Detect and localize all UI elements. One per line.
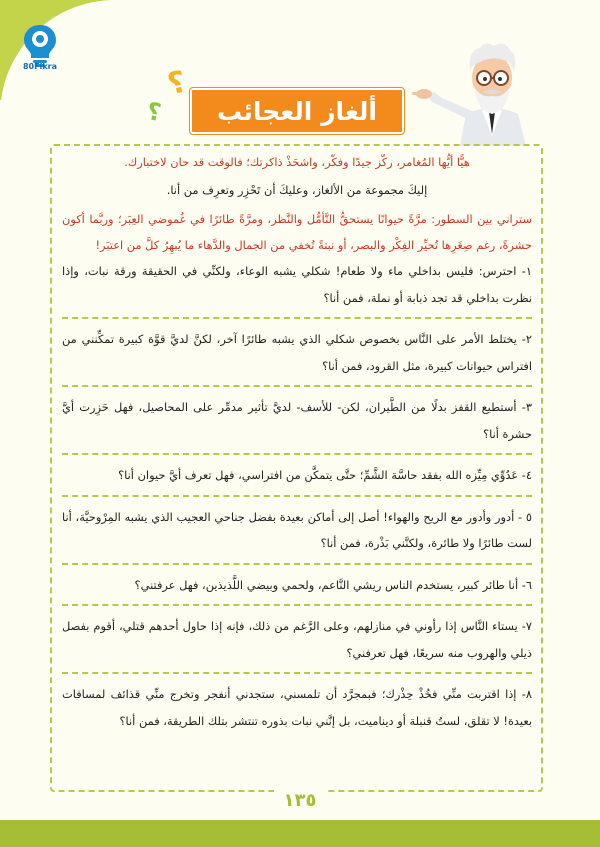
question-mark-yellow-icon: ؟ — [164, 64, 189, 103]
professor-character-icon — [412, 36, 552, 146]
question-mark-green-icon: ؟ — [144, 97, 164, 127]
brand-name: 80Fikra — [22, 62, 57, 71]
riddles-content — [62, 150, 532, 734]
divider — [62, 495, 532, 497]
intro-line-2: إليكَ مجموعة من الألغاز، وعليكَ أن تَحْزِر وتعرِف من أنا. — [166, 183, 428, 197]
riddle-item: ٦- أنا طائر كبير، يستخدم الناس ريشي النَّاعم، ولحمي وبيضي اللَّذيذين، فهل عرفتني؟ — [134, 577, 532, 592]
divider — [62, 563, 532, 565]
intro-line-1: هيًّا أيُّها المُغامر، ركّز جيدًا وفكّر، واشحَذْ ذاكرتك؛ فالوقت قد حان لاختبارك. — [124, 155, 470, 169]
divider — [62, 672, 532, 674]
riddle-item: ٥ - أدور وأدور مع الريح والهواء! أصل إلى أماكن بعيدة بفضل جناحي العجيب الذي يشبه المِرْوحيَّة، أنا لست طائرًا ولا طائرة، ولكنَّني بَذْرة، فمن أنا؟ — [62, 509, 532, 550]
page-number: ١٣٥ — [274, 789, 326, 813]
riddle-item: ١- احترس: فليس بداخلي ماء ولا طعام! شكلي يشبه الوعاء، ولكنِّي في الحقيقة ورقة نبات، وإذا نظرت بداخلي قد تجد ذبابة أو نملة، فمن أنا؟ — [62, 264, 532, 305]
page-title: ألغاز العجائب — [190, 88, 404, 134]
riddle-item: ٣- أستطيع القفز بدلًا من الطَّيران، لكن- للأسف- لديَّ تأثير مدمِّر على المحاصيل، فهل حَزِرت أيَّ حشرة أنا؟ — [62, 400, 532, 441]
bottom-green-band — [0, 820, 600, 847]
riddle-item: ٧- يستاء النَّاس إذا رأوني في منازلهم، وعلى الرَّغم من ذلك، فإنه إذا حاول أحدهم قتلي، أقوم بفصل ذيلي والهروب منه سريعًا، فهل تعرفني؟ — [62, 619, 532, 660]
divider — [62, 453, 532, 455]
riddle-item: ٤- عَدُوِّي مِيِّزه الله بفقد حاسَّة الشَّمِّ؛ حتَّى يتمكَّن من افتراسي، فهل تعرف أيَّ حيوان أنا؟ — [118, 468, 532, 482]
riddle-item: ٨- إذا اقتربت منِّي فخُذْ حِذْرك؛ فبمجرَّد أن تلمسني، ستجدني أنفجر وتخرج منِّي قذائف لمسافات بعيدة! لا تقلق، لستُ قنبلة أو ديناميت، بل إنَّني نبات بذوره تنتشر بتلك الطريقة، فمن أنا؟ — [62, 687, 532, 728]
divider — [62, 317, 532, 319]
divider — [62, 385, 532, 387]
divider — [62, 604, 532, 606]
riddle-item: ٢- يختلط الأمر على النَّاس بخصوص شكلي الذي يشبه طائرًا آخر، لكنَّ لديَّ قوَّة كبيرة تمكِّنني من افتراس حيوانات كبيرة، مثل القرود، فمن أنا؟ — [62, 332, 532, 373]
intro-paragraph: ستراني بين السطور: مرَّةً حيوانًا يستحقُّ التَّأمُّل والنَّظر، ومرَّةً طائرًا في غُموضي العِبَر؛ وربَّما أكون حشرةً، رغم صِغَرِها تُحيِّر الفِكْر والبصر، أو نبتةً تُخفي من الجمال والدَّهاء ما يُبهِرُ كلَّ من اعتبَر! — [62, 212, 532, 252]
